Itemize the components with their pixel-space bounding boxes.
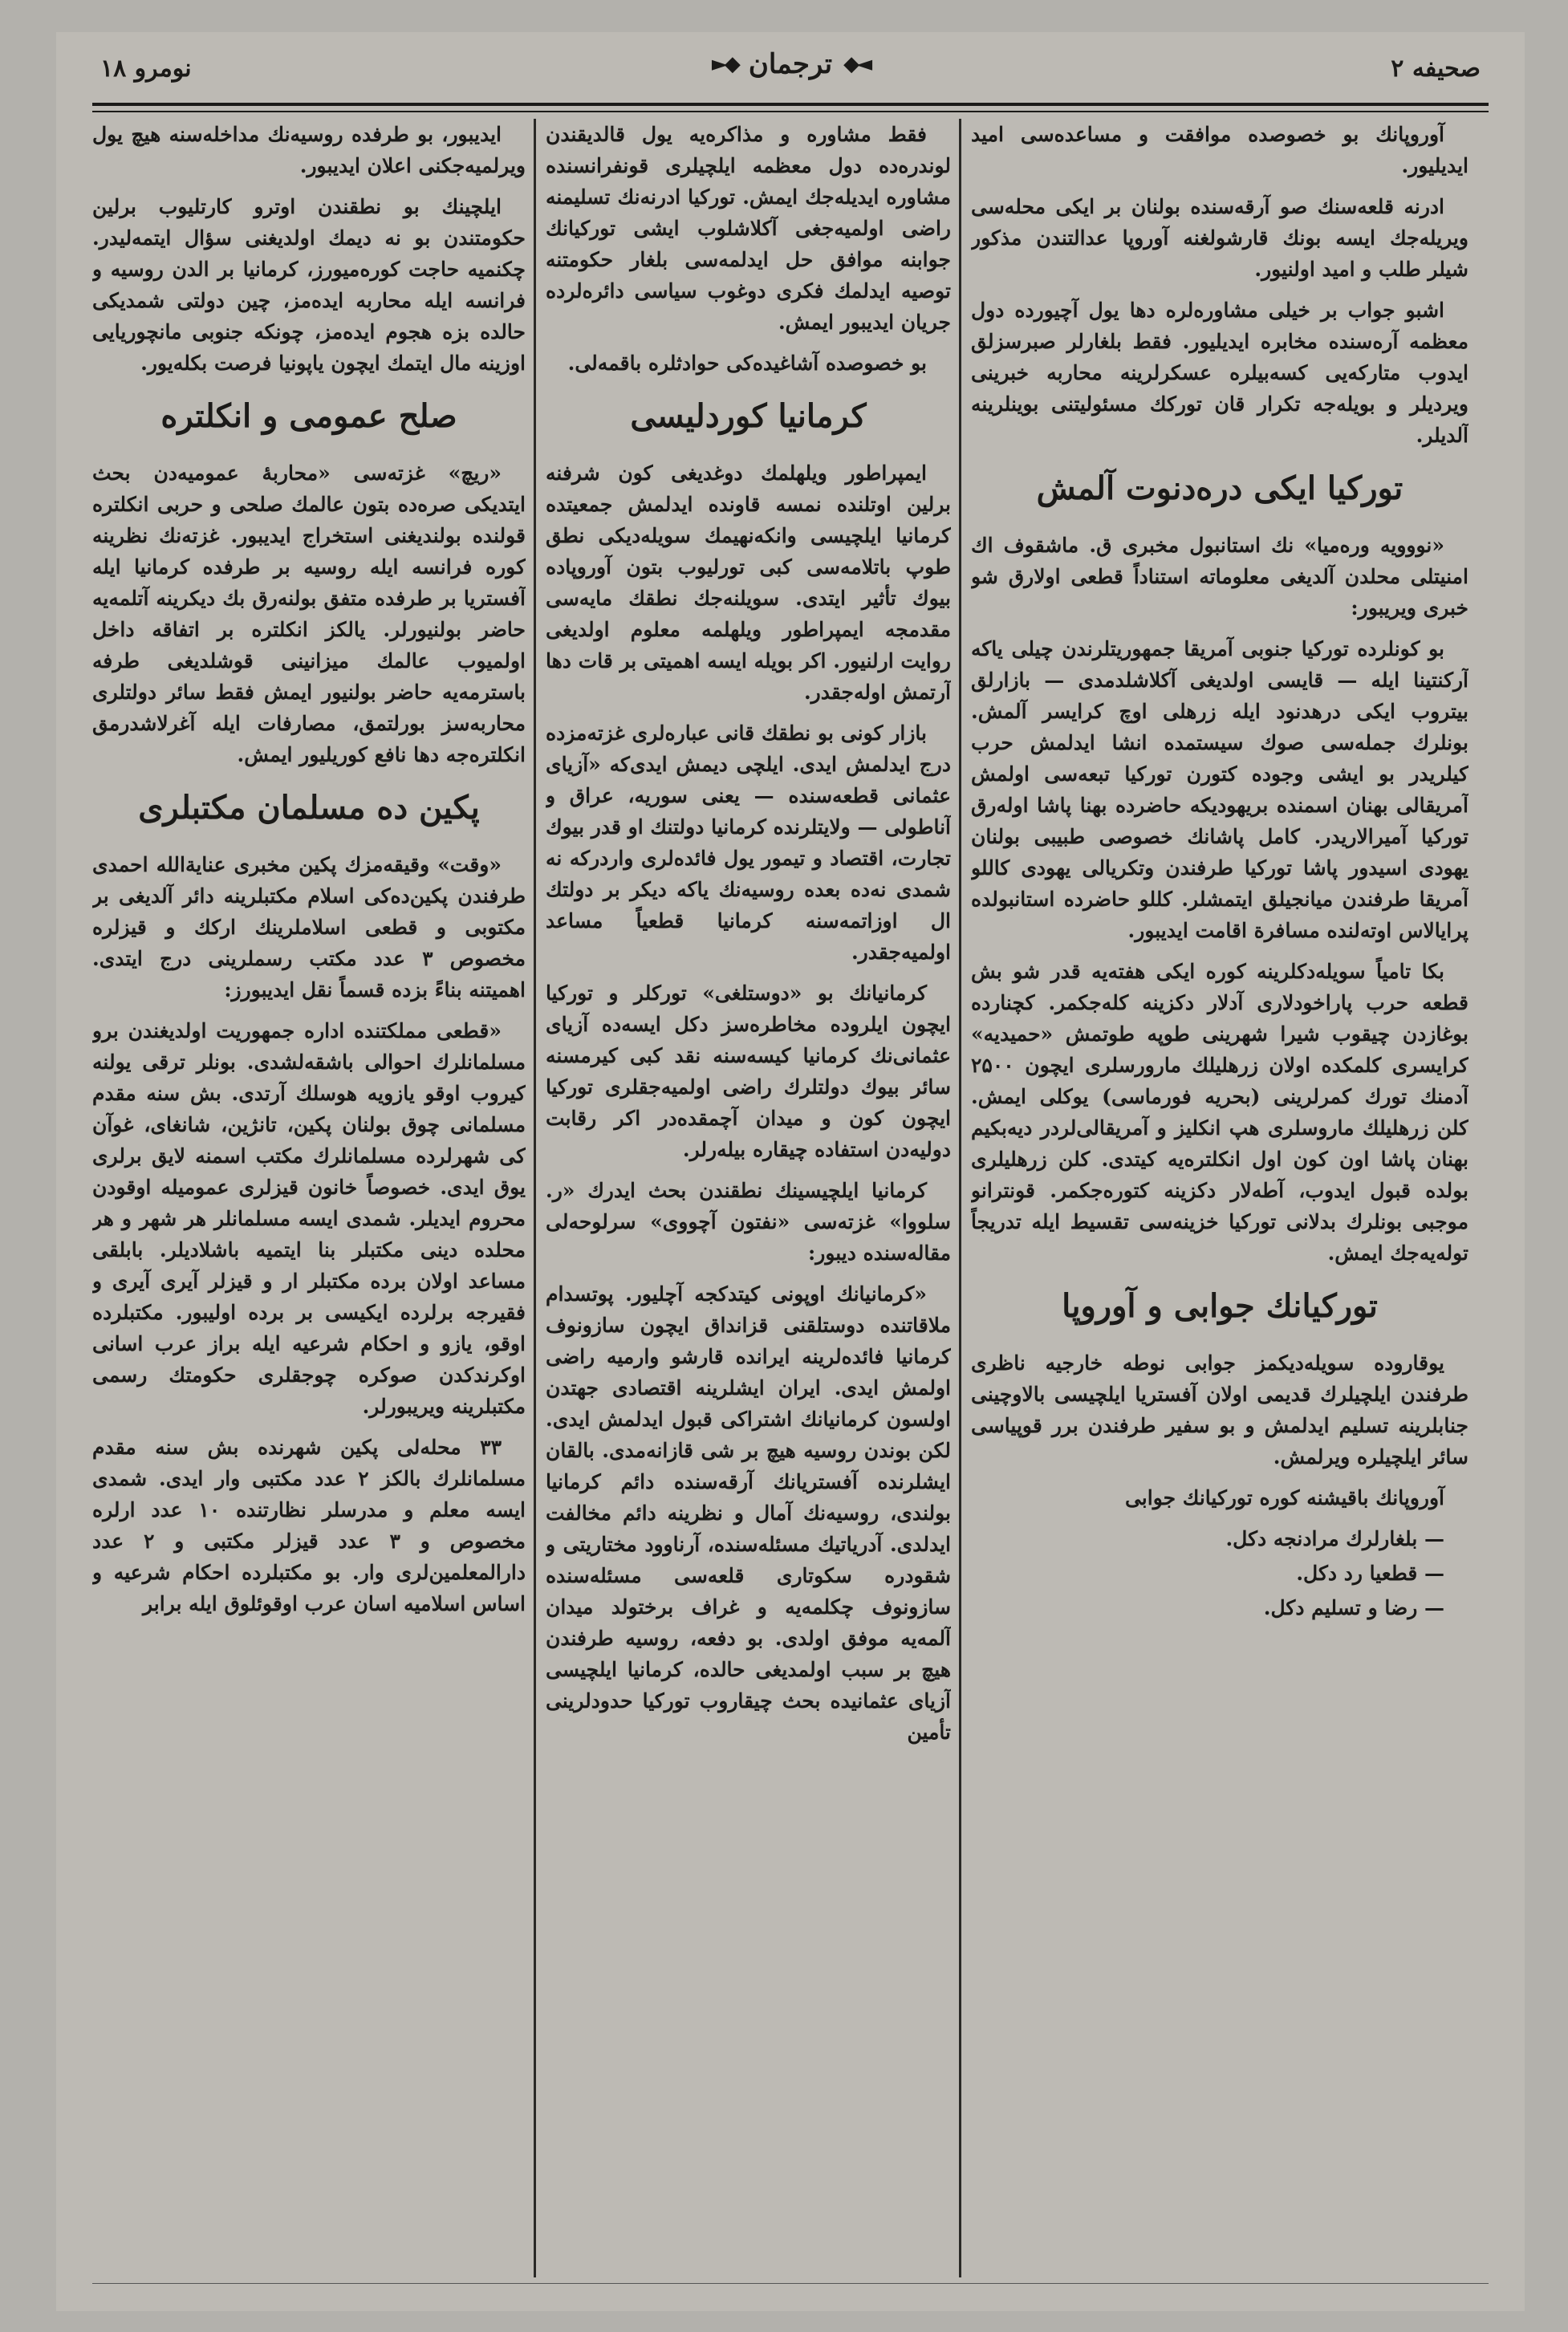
paragraph: فقط مشاوره و مذاکره‌یه یول قالدیقندن لوندرەده دول معظمه ایلچیلری قونفرانسنده مشاوره ایدیله‌جك ایمش. تورکیا ادرنه‌نك تسلیمنه راضی اولمیه‌جغی آکلاشلوب ایشی تورکیانك جوابنه موافق حل ایدلمه‌سی بلغار حکومتنه توصیه ایدلمك فکری دوغوب سیاسی دائره‌لرده جریان ایدیبور ایمش. xyxy=(546,123,951,334)
page-number: صحیفه ۲ xyxy=(1391,55,1481,83)
column-left xyxy=(92,119,526,2310)
paragraph: «وقت» وقیقه‌مزك پکین مخبری عنایةالله احمدی طرفندن پکین‌ده‌کی اسلام مکتبلرینه دائر آلدیغی بر مکتوبی و قطعی اسلاملرینك ارکك و قیزلره مخصوص ۳ عدد مکتب رسملرینی درج ایتدی. اهمیتنه بناءً بزده قسماً نقل ایدیبورز: xyxy=(92,853,526,1001)
article-heading: تورکیا ایکی دره‌دنوت آلمش xyxy=(1036,469,1403,507)
response-list xyxy=(971,1523,1468,1623)
issue-number: نومرو ۱۸ xyxy=(100,55,192,83)
paragraph: کرمانیانك بو «دوستلغی» تورکلر و تورکیا ایچون ایلروده مخاطره‌سز دکل ایسه‌ده آزیای عثمانی‌نك کرمانیا کیسه‌سنه نقد کبی کیرمسنه سائر بیوك دولتلرك راضی اولمیه‌جقلری تورکیا ایچون کون و میدان آچمقده‌در اکر رقابت دولیه‌دن استفاده چیقاره بیلەرلر. xyxy=(546,981,951,1161)
paragraph: ایلچینك بو نطقندن اوترو کارتلیوب برلین حکومتندن بو نه دیمك اولدیغنی سؤال ایتمەلیدر. چکنمیه حاجت کوره‌میورز، کرمانیا بر الدن روسیه و فرانسه ایله محاربه ایده‌مز، چین دولتی شمدیکی حالده بزه هجوم ایده‌مز، چونکه جنوبی مانچوریایی اوزینه مال ایتمك ایچون یاپونیا فرصت بکله‌یور. xyxy=(92,195,526,375)
right-ornament-icon: ◆► xyxy=(711,52,737,76)
paper-title xyxy=(712,48,869,80)
list-item: — رضا و تسلیم دکل. xyxy=(1263,1596,1444,1619)
article-heading: پکین ده مسلمان مکتبلری xyxy=(138,789,480,827)
header-rule xyxy=(92,103,1489,112)
paragraph: ایدیبور، بو طرفده روسیه‌نك مداخله‌سنه هیچ یول ویرلمیه‌جکنی اعلان ایدیبور. xyxy=(92,123,526,177)
paragraph: آوروپانك بو خصوصده موافقت و مساعده‌سی امید ایدیلیور. xyxy=(971,123,1468,177)
paragraph: «قطعی مملکتنده اداره جمهوریت اولدیغندن برو مسلمانلرك احوالی باشقه‌لشدی. بونلر ترقی یولنه کیروب اوقو یازویه هوسلك آرتدی. بش سنه مقدم مسلمانی چوق بولنان پکین، تانژین، شانغای، غوآن کی شهرلرده مسلمانلرك مکتب اسمنه لایق برلری یوق ایدی. خصوصاً خانون قیزلری عمومیله اوقودن محروم ایدیلر. شمدی ایسه مسلمانلر هر شهر و هر محلده دینی مکتبلر بنا ایتمیه باشلادیلر. بابلقی مساعد اولان برده مکتبلر ار و قیزلر آیری آیری و فقیرجه برلرده ایکیسی بر برده اولیبور. مکتبلرده اوقو، یازو و احکام شرعیه ایله براز عرب اسانی اوکرندکدن صوکره چوجقلری حکومتك رسمی مکتبلرینه ویریبورلر. xyxy=(92,1019,526,1418)
paragraph: اشبو جواب بر خیلی مشاوره‌لره دها یول آچیورده دول معظمه آره‌سنده مخابره ایدیلیور. فقط بلغارلر صبرسزلق ایدوب متارکه‌یی کسه‌بیلره عسکرلرینه محاربه خبرینی ویردیلر و بویله‌جه تکرار قان تورکك مسئولیتنی بوینلرینه آلدیلر. xyxy=(971,299,1468,447)
paragraph: «ریچ» غزته‌سی «محاربهٔ عمومیه‌دن بحث ایتدیکی صره‌ده بتون عالمك صلحی و حربی انکلتره قولنده بولندیغنی استخراج ایدیبور. غزته‌نك نظرینه کوره فرانسه ایله روسیه بر طرفده کرمانیا ایله آفستریا بر طرفده متفق بولنه‌رق بك دیکرینه آتلمه‌یه حاضر بولنیورلر. یالکز انکلتره بر اتفاقه داخل اولمیوب عالمك میزانینی قوشلدیغی طرفه باسترمه‌یه حاضر بولنیور ایمش فقط سائر دولتلری محاربه‌سز بورلتمق، مصارفات ایله آغرلاشدرمق انکلتره‌جه دها نافع کوریلیور ایمش. xyxy=(92,461,526,766)
paragraph: ایمپراطور ویلهلمك دوغدیغی کون شرفنه برلین اوتلنده نمسه قاونده ایدلمش جمعیتده کرمانیا ایلچیسی وانکه‌نهیمك سویله‌دیکی نطق طوپ باتلامه‌سی کبی تورلیوب بتون آوروپاده بیوك تأثیر ایتدی. سویلنه‌جك نطقك مایه‌سی مقدمجه ایمپراطور ویلهلمه معلوم اولدیغی روایت ارلنیور. اکر بویله ایسه اهمیتی بر قات دها آرتمش اوله‌جقدر. xyxy=(546,461,951,704)
column-right xyxy=(971,119,1468,2310)
column-middle xyxy=(546,119,951,2310)
newspaper-page xyxy=(56,32,1525,2311)
paragraph: بو خصوصده آشاغیده‌کی حوادثلره باقمه‌لی. xyxy=(567,351,927,375)
paragraph: ادرنه قلعه‌سنك صو آرقه‌سنده بولنان بر ایکی محله‌سی ویریله‌جك ایسه بونك قارشولغنه آوروپا عدالتندن مذکور شیلر طلب و امید اولنیور. xyxy=(971,195,1468,281)
paragraph: بکا تامیاً سویله‌دکلرینه کوره ایکی هفته‌یه قدر شو بش قطعه حرب پاراخودلاری آدلار دکزینه کله‌جکمر. کچنارده بوغازدن چیقوب شیرا شهرینی طوپه طوتمش «حمیدیه» کرایسری کلمکده اولان زرهلیلك مارورسلری ایچون ۲۵۰۰ آدمنك تورك کمرلرینی (بحریه فورماسی) یوکلی ایمش. کلن زرهلیلك ماروسلری هپ انکلیز و آمریقالی‌لردر دیه‌بکیم بهنان پاشا اون کون اول انکلتره‌یه کیتدی. کلن زرهلیلری بولده قبول ایدوب، آطه‌لار دکزینه کتوره‌جکمر. قونترانو موجبی بونلرك بدلانی تورکیا خزینه‌سی تقسیط ایله تدریجاً تولەیه‌جك ایمش. xyxy=(971,960,1468,1265)
article-heading: تورکیانك جوابی و آوروپا xyxy=(1062,1287,1378,1325)
column-divider xyxy=(959,119,961,2277)
paragraph: بو کونلرده تورکیا جنوبی آمریقا جمهوریتلرندن چیلی یاکه آرکنتینا ایله — قایسی اولدیغی آکلاشلدمدی — بازارلق بیتروب ایکی درهدنود ایله زرهلی اوچ کرایسر آلمش. بونلرك جمله‌سی صوك سیستمده انشا ایدلمش حرب کیلریدر بو ایشی وجوده کتورن تورکیا تبعه‌سی اولمش آمریقالی بهنان اسمنده بریهودیکه حاضرده بهنا پاشا اولەرق تورکیا آمیرالاریدر. کامل پاشانك خصوصی طبیبی بولنان یهودی اسیدور پاشا تورکیا طرفندن وتکریالی یهودی کاللو آمریقا طرفندن میانجیلق ایتمشلر. کللو حاضرده استانبولده پرایالاس اوتەلنده مسافرة اقامت ایدیبور. xyxy=(971,637,1468,942)
column-divider xyxy=(534,119,536,2277)
paragraph: کرمانیا ایلچیسینك نطقندن بحث ایدرك «ر. سلووا» غزته‌سی «نفتون آچووی» سرلوحه‌لی مقاله‌سنده دیبور: xyxy=(546,1179,951,1265)
list-item: — قطعیا رد دکل. xyxy=(1296,1562,1444,1585)
left-ornament-icon: ◄◆ xyxy=(843,52,870,76)
article-heading: کرمانیا کوردلیسی xyxy=(630,397,867,435)
list-item: — بلغارلرك مرادنجه دکل. xyxy=(1225,1527,1444,1550)
paragraph: بازار کونی بو نطقك قانی عبارەلری غزته‌مزده درج ایدلمش ایدی. ایلچی دیمش ایدی‌که «آزیای عثمانی قطعه‌سنده — یعنی سوریه، عراق و آناطولی — ولایتلرنده کرمانیا دولتنك او قدر بیوك تجارت، اقتصاد و تیمور یول فائده‌لری واردرکه نه شمدی نه‌ده بعده روسیه‌نك یاکه دیکر بر دولتك ال اوزاتمه‌سنه کرمانیا قطعیاً مساعد اولمیه‌جقدر. xyxy=(546,721,951,964)
article-heading: صلح عمومی و انکلتره xyxy=(160,397,457,435)
paragraph: آوروپانك باقیشنه کوره تورکیانك جوابی xyxy=(1124,1486,1444,1509)
paragraph: «کرمانیانك اوپونی کیتدکجه آچلیور. پوتسدام ملاقاتنده دوستلقنی قزانداق ایچون سازونوف کرمانیا فائده‌لرینه ایرانده قارشو وارمیه راضی اولمش ایدی. ایران ایشلرینه اقتصادی جهتدن اولسون کرمانیانك اشتراکی قبول ایدلمش ایدی. لکن بوندن روسیه هیچ بر شی قازانه‌مدی. بالقان ایشلرنده آفستریانك آرقه‌سنده دائم کرمانیا بولندی، روسیه‌نك آمال و نظرینه دائم مخالفت ایدلدی. آدریاتیك مسئله‌سنده، آرناوود مختاریتی و شقودره سکوتاری قلعه‌سی مسئله‌سنده سازونوف چکلمه‌یه و غراف برختولد میدان آلمه‌یه موفق اولدی. بو دفعه، روسیه طرفندن هیچ بر سبب اولمدیغی حالده، کرمانیا ایلچیسی آزیای عثمانیده بحث چیقاروب تورکیا حدودلرینی تأمین xyxy=(546,1282,951,1744)
paragraph: ۳۳ محله‌لی پکین شهرنده بش سنه مقدم مسلمانلرك بالکز ۲ عدد مکتبی وار ایدی. شمدی ایسه معلم و مدرسلر نظارتنده ۱۰ عدد ارلره مخصوص و ۳ عدد قیزلر مکتبی و ۲ عدد دارالمعلمین‌لری وار. بو مکتبلرده احکام شرعیه و اساس اسلامیه اسان عرب اوقوئلوق ایله برابر xyxy=(92,1436,526,1615)
paper-name: ترجمان xyxy=(748,48,833,80)
paragraph: یوقاروده سویله‌دیکمز جوابی نوطه خارجیه ناظری طرفندن ایلچیلرك قدیمی اولان آفستریا ایلچیسی بالاوچینی جنابلرینه تسلیم ایدلمش و بو سفیر طرفندن برر قوپیاسی سائر ایلچیلره ویرلمش. xyxy=(971,1351,1468,1469)
bottom-rule xyxy=(92,2283,1489,2286)
masthead xyxy=(92,48,1489,104)
paragraph: «نووویه وره‌میا» نك استانبول مخبری ق. ماشقوف اك امنیتلی محلدن آلدیغی معلوماته استناداً قطعی اولارق شو خبری ویریبور: xyxy=(971,534,1468,620)
